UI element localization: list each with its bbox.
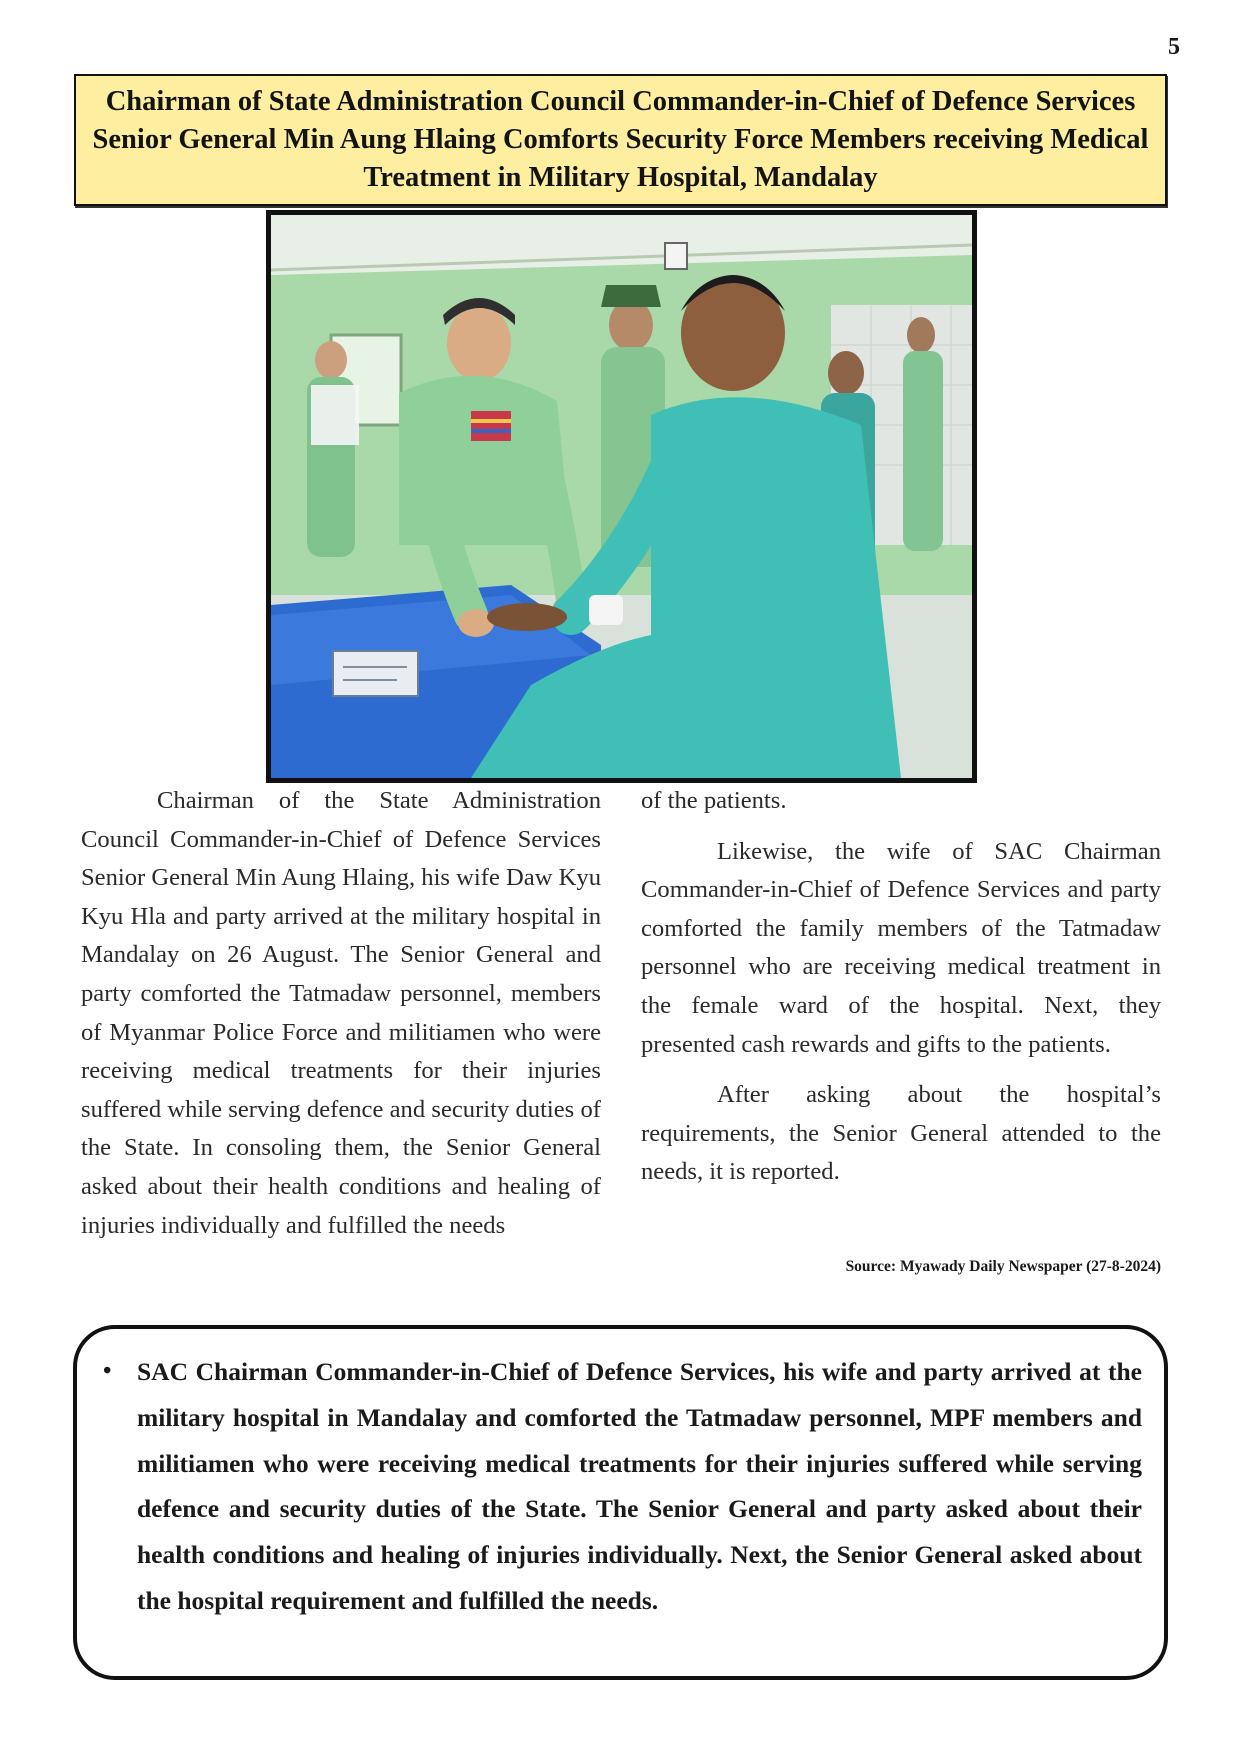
source-credit: Source: Myawady Daily Newspaper (27-8-2024) [845,1258,1161,1275]
summary-text: SAC Chairman Commander-in-Chief of Defence Services, his wife and party arrived at the military hospital in Mandalay and comforted the Tatmadaw personnel, MPF members and militiamen who were receiving medical treatments for their injuries suffered while serving defence and security duties of the State. The Senior General and party asked about their health conditions and healing of injuries individually. Next, the Senior General asked about the hospital requirement and fulfilled the needs. [137,1357,1142,1615]
page-number: 5 [1168,34,1180,60]
article-paragraph-3: After asking about the hospital’s requirements, the Senior General attended to the needs, it is reported. [641,1081,1161,1186]
article-paragraph-2: Likewise, the wife of SAC Chairman Commander-in-Chief of Defence Services and party comforted the family members of the Tatmadaw personnel who are receiving medical treatment in the female ward of the hospital. Next, they presented cash rewards and gifts to the patients. [641,837,1161,1058]
summary-box [73,1325,1168,1680]
article-left-column [81,782,601,1245]
headline-box [74,74,1167,206]
page-title: Chairman of State Administration Council Commander-in-Chief of Defence Services Senior General Min Aung Hlaing Comforts Security Force Members receiving Medical Treatment in Military Hospital, Mandalay [92,86,1149,193]
article-right-column [641,782,1161,1192]
summary-bullet [97,1349,1142,1624]
hospital-visit-illustration [271,215,972,778]
bullet-icon: • [103,1358,112,1384]
article-continuation: of the patients. [641,787,787,814]
summary-list [97,1349,1142,1624]
news-photo [266,210,977,783]
article-paragraph-1: Chairman of the State Administration Council Commander-in-Chief of Defence Services Senior General Min Aung Hlaing, his wife Daw Kyu Kyu Hla and party arrived at the military hospital in Mandalay on 26 August. The Senior General and party comforted the Tatmadaw personnel, members of Myanmar Police Force and militiamen who were receiving medical treatments for their injuries suffered while serving defence and security duties of the State. In consoling them, the Senior General asked about their health conditions and healing of injuries individually and fulfilled the needs [81,787,601,1239]
